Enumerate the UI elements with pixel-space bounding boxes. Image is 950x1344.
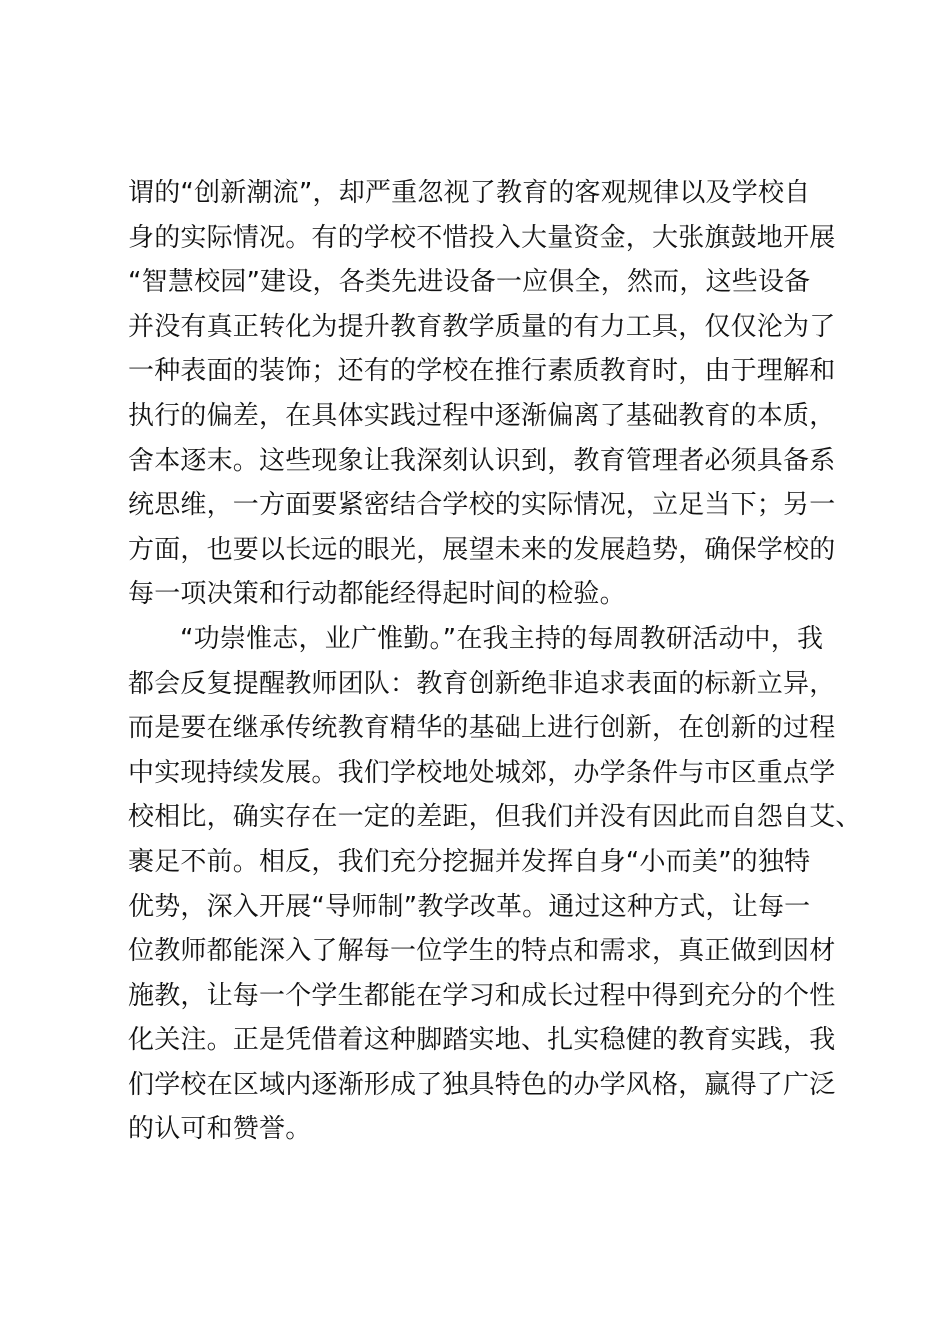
paragraph-2 — [128, 617, 862, 1152]
paragraph-line: 统思维，一方面要紧密结合学校的实际情况，立足当下；另一 — [128, 490, 836, 521]
paragraph-line: 位教师都能深入了解每一位学生的特点和需求，真正做到因材 — [128, 936, 836, 967]
paragraph-line: 舍本逐末。这些现象让我深刻认识到，教育管理者必须具备系 — [128, 445, 836, 476]
paragraph-line: 裹足不前。相反，我们充分挖掘并发挥自身“小而美”的独特 — [128, 846, 811, 877]
paragraph-line: 并没有真正转化为提升教育教学质量的有力工具，仅仅沦为了 — [128, 311, 836, 342]
paragraph-line: 身的实际情况。有的学校不惜投入大量资金，大张旗鼓地开展 — [128, 222, 836, 253]
body-text — [128, 171, 862, 1152]
paragraph-line: 都会反复提醒教师团队：教育创新绝非追求表面的标新立异， — [128, 668, 836, 699]
paragraph-line: 校相比，确实存在一定的差距，但我们并没有因此而自怨自艾、 — [128, 802, 862, 833]
paragraph-line: “功崇惟志，业广惟勤。”在我主持的每周教研活动中，我 — [180, 623, 824, 654]
paragraph-line: 优势，深入开展“导师制”教学改革。通过这种方式，让每一 — [128, 891, 811, 922]
paragraph-line: “智慧校园”建设，各类先进设备一应俱全，然而，这些设备 — [128, 267, 811, 298]
paragraph-line: 的认可和赞誉。 — [128, 1114, 312, 1145]
paragraph-line: 方面，也要以长远的眼光，展望未来的发展趋势，确保学校的 — [128, 534, 836, 565]
paragraph-line: 中实现持续发展。我们学校地处城郊，办学条件与市区重点学 — [128, 757, 836, 788]
paragraph-line: 而是要在继承传统教育精华的基础上进行创新，在创新的过程 — [128, 713, 836, 744]
paragraph-line: 施教，让每一个学生都能在学习和成长过程中得到充分的个性 — [128, 980, 836, 1011]
paragraph-line: 一种表面的装饰；还有的学校在推行素质教育时，由于理解和 — [128, 356, 836, 387]
paragraph-1 — [128, 171, 838, 617]
paragraph-line: 化关注。正是凭借着这种脚踏实地、扎实稳健的教育实践，我 — [128, 1025, 836, 1056]
paragraph-line: 执行的偏差，在具体实践过程中逐渐偏离了基础教育的本质， — [128, 400, 836, 431]
paragraph-line: 们学校在区域内逐渐形成了独具特色的办学风格，赢得了广泛 — [128, 1069, 836, 1100]
paragraph-line: 每一项决策和行动都能经得起时间的检验。 — [128, 579, 626, 610]
paragraph-line: 谓的“创新潮流”，却严重忽视了教育的客观规律以及学校自 — [128, 178, 811, 208]
